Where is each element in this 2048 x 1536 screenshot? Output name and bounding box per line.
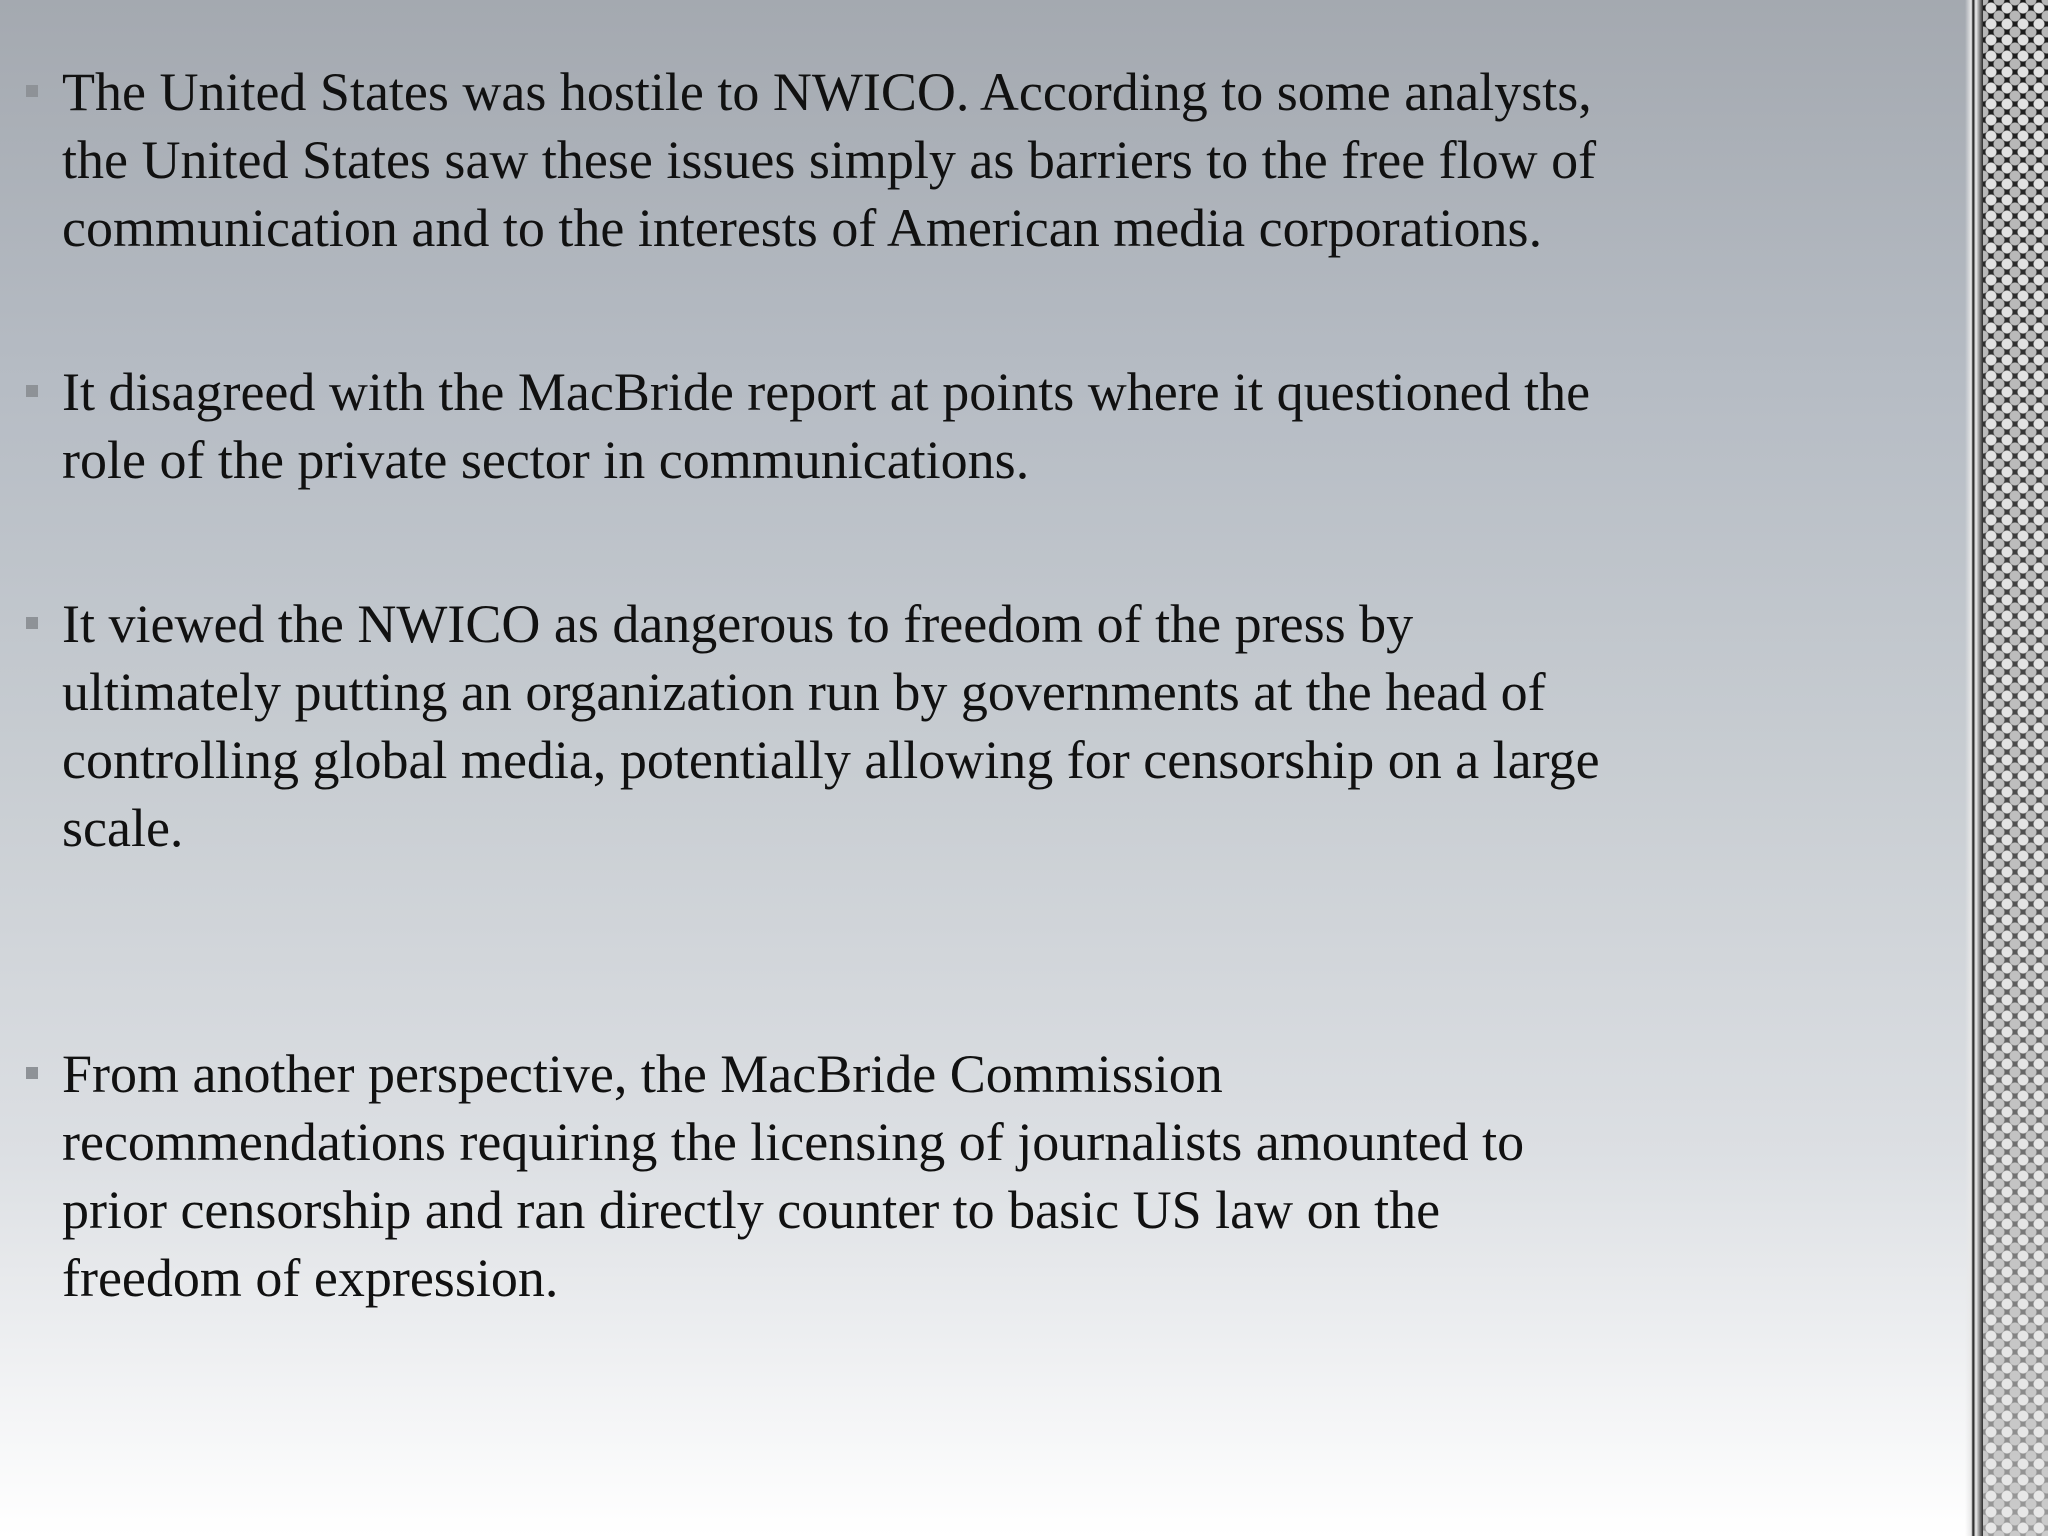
bullet-line: recommendations requiring the licensing of journalists amounted to	[62, 1112, 1525, 1172]
bullet-line: the United States saw these issues simply as barriers to the free flow of	[62, 130, 1597, 190]
square-bullet-icon	[26, 85, 38, 97]
bullet-line: role of the private sector in communications.	[62, 430, 1030, 490]
bullet-line: prior censorship and ran directly counter to basic US law on the	[62, 1180, 1441, 1240]
decorative-side-panel	[1983, 0, 2048, 1536]
bullet-line: freedom of expression.	[62, 1248, 559, 1308]
bullet-item	[22, 358, 1702, 494]
bullet-line: It disagreed with the MacBride report at points where it questioned the	[62, 362, 1591, 422]
bullet-line: ultimately putting an organization run by governments at the head of	[62, 662, 1546, 722]
square-bullet-icon	[26, 1067, 38, 1079]
square-bullet-icon	[26, 385, 38, 397]
bullet-line: scale.	[62, 798, 184, 858]
bullet-line: controlling global media, potentially allowing for censorship on a large	[62, 730, 1600, 790]
bullet-item	[22, 58, 1702, 262]
bullet-line: The United States was hostile to NWICO. According to some analysts,	[62, 62, 1592, 122]
bullet-item	[22, 590, 1702, 862]
slide-content	[22, 58, 1702, 1312]
square-bullet-icon	[26, 617, 38, 629]
bullet-item	[22, 1040, 1702, 1312]
bullet-line: It viewed the NWICO as dangerous to freedom of the press by	[62, 594, 1414, 654]
bullet-line: communication and to the interests of American media corporations.	[62, 198, 1543, 258]
bullet-line: From another perspective, the MacBride Commission	[62, 1044, 1223, 1104]
decorative-side-edge	[1965, 0, 1983, 1536]
